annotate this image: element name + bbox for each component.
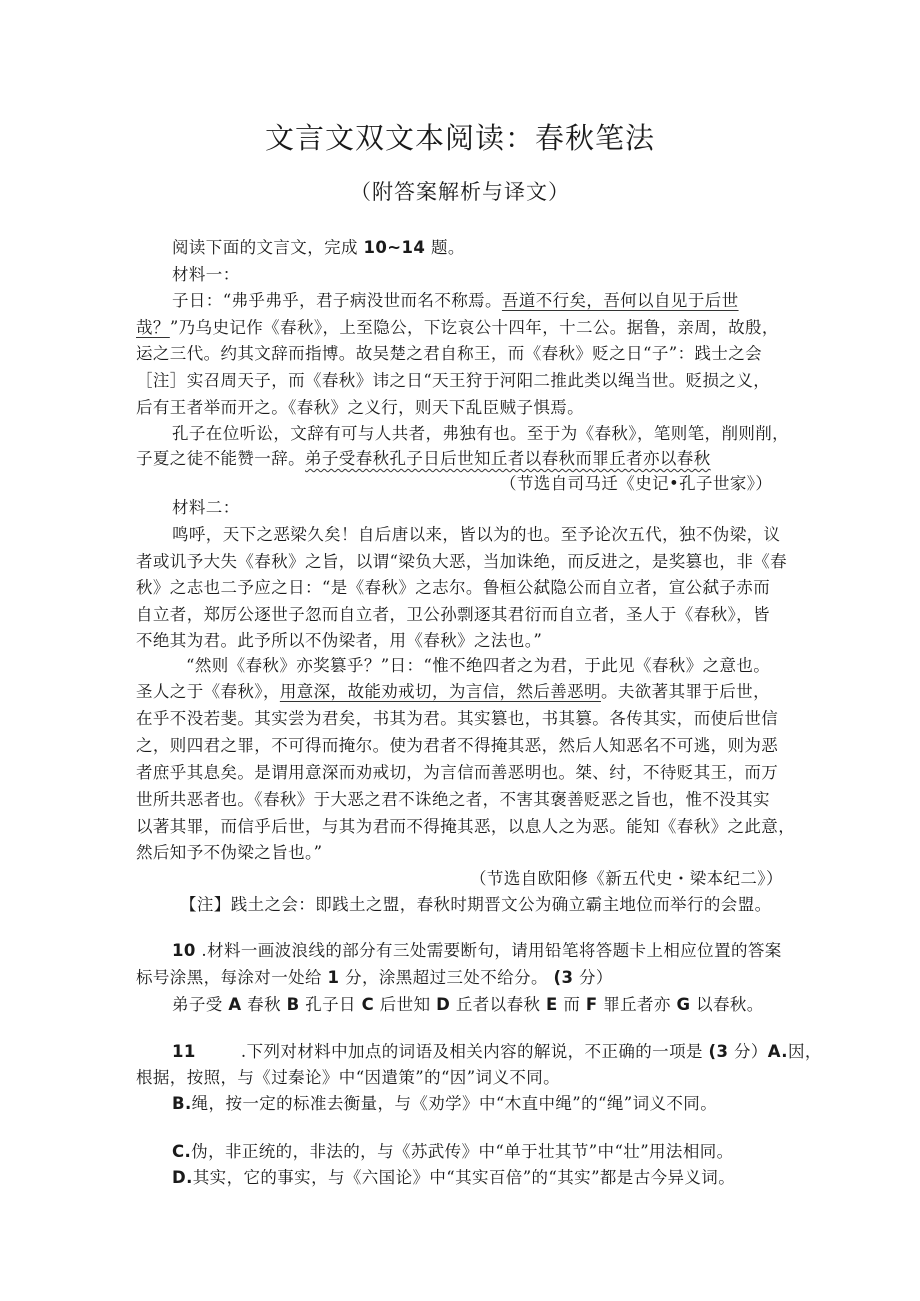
- material-two-line: 以著其罪，而信乎后世，与其为君而不得掩其恶，以息人之为恶。能知《春秋》之此意，: [136, 817, 796, 836]
- material-two-line: “然则《春秋》亦奖篡乎？”日：“惟不绝四者之为君，于此见《春秋》之意也。: [186, 656, 771, 675]
- material-two-line: 鸣呼，天下之恶梁久矣！自后唐以来，皆以为的也。至予论次五代，独不伪梁，议: [172, 525, 781, 544]
- underlined-sentence: 哉？: [136, 318, 170, 337]
- material-two-line: 然后知予不伪梁之旨也。”: [136, 843, 323, 862]
- material-one-line: ［注］实召周天子，而《春秋》讳之日“天王狩于河阳二推此类以绳当世。贬损之义，: [136, 371, 771, 390]
- wavy-underlined-passage: 弟子受春秋孔子日后世知丘者以春秋而罪丘者亦以春秋: [305, 449, 711, 468]
- reading-instruction: 阅读下面的文言文，完成 10~14 题。: [172, 238, 465, 257]
- material-one-line: 运之三代。约其文辞而指博。故吴楚之君自称王，而《春秋》贬之日“子”：践士之会: [136, 344, 763, 363]
- question-10: 10 .材料一画波浪线的部分有三处需要断句，请用铅笔将答题卡上相应位置的答案: [172, 941, 782, 960]
- material-two-line: 不绝其为君。此予所以不伪梁者，用《春秋》之法也。”: [136, 631, 543, 650]
- material-one-source: （节选自司马迁《史记•孔子世家》）: [500, 474, 773, 493]
- material-two-line: 在乎不没若斐。其实尝为君矣，书其为君。其实篡也，书其篡。各传其实，而使后世信: [136, 709, 779, 728]
- option-d: D.其实，它的事实，与《六国论》中“其实百倍”的“其实”都是古今异义词。: [172, 1168, 736, 1187]
- option-a: 根据，按照，与《过秦论》中“因遣策”的“因”词义不同。: [136, 1068, 561, 1087]
- material-one-line: 子夏之徒不能赞一辞。弟子受春秋孔子日后世知丘者以春秋而罪丘者亦以春秋: [136, 449, 711, 468]
- material-one-line: 子日：“弗乎弗乎，君子病没世而名不称焉。吾道不行矣，吾何以自见于后世: [172, 291, 739, 310]
- material-one-line: 后有王者举而开之。《春秋》之义行，则天下乱臣贼子惧焉。: [136, 398, 585, 417]
- material-two-line: 者或讥予大失《春秋》之旨，以谓“梁负大恶，当加诛绝，而反进之，是奖篡也，非《春: [136, 552, 788, 571]
- material-two-label: 材料二：: [172, 498, 240, 517]
- page-subtitle: （附答案解析与译文）: [350, 180, 570, 204]
- page-title: 文言文双文本阅读：春秋笔法: [264, 121, 655, 155]
- material-two-line: 世所共恶者也。《春秋》于大恶之君不诛绝之者，不害其褒善贬恶之旨也，惟不没其实: [136, 790, 770, 809]
- question-10-options: 弟子受 A 春秋 B 孔子日 C 后世知 D 丘者以春秋 E 而 F 罪丘者亦 G 以春秋。: [172, 995, 764, 1014]
- material-two-line: 之，则四君之罪，不可得而掩尔。使为君者不得掩其恶，然后人知恶名不可逃，则为恶: [136, 736, 779, 755]
- material-two-source: （节选自欧阳修《新五代史・梁本纪二》）: [470, 869, 783, 888]
- material-two-line: 者庶乎其息矣。是谓用意深而劝戒切，为言信而善恶明也。桀、纣，不待贬其王，而万: [136, 763, 779, 782]
- underlined-sentence: 用意深，故能劝戒切，为言信，然后善恶明: [279, 682, 601, 701]
- option-c: C.伪，非正统的，非法的，与《苏武传》中“单于壮其节”中“壮”用法相同。: [172, 1142, 734, 1161]
- annotation-note: 【注】践土之会：即践土之盟，春秋时期晋文公为确立霸主地位而举行的会盟。: [180, 895, 772, 914]
- material-two-line: 圣人之于《春秋》，用意深，故能劝戒切，为言信，然后善恶明。夫欲著其罪于后世，: [136, 682, 770, 701]
- material-one-line: 孔子在位听讼，文辞有可与人共者，弗独有也。至于为《春秋》，笔则笔，削则削，: [172, 424, 790, 443]
- underlined-sentence: 吾道不行矣，吾何以自见于后世: [501, 291, 739, 310]
- material-one-label: 材料一：: [172, 265, 240, 284]
- option-b: B.绳，按一定的标准去衡量，与《劝学》中“木直中绳”的“绳”词义不同。: [172, 1094, 718, 1113]
- question-11: 11 .下列对材料中加点的词语及相关内容的解说，不正确的一项是 (3 分）A.因，: [172, 1042, 822, 1061]
- material-two-line: 秋》之志也二予应之日：“是《春秋》之志尔。鲁桓公弑隐公而自立者，宣公弑子赤而: [136, 578, 771, 597]
- material-two-line: 自立者，郑厉公逐世子忽而自立者，卫公孙剽逐其君衍而自立者，圣人于《春秋》，皆: [136, 605, 770, 624]
- question-10-line: 标号涂黑，每涂对一处给 1 分，涂黑超过三处不给分。 (3 分）: [136, 968, 613, 987]
- material-one-line: 哉？”乃乌史记作《春秋》，上至隐公，下讫哀公十四年，十二公。据鲁，亲周，故殷，: [136, 318, 779, 337]
